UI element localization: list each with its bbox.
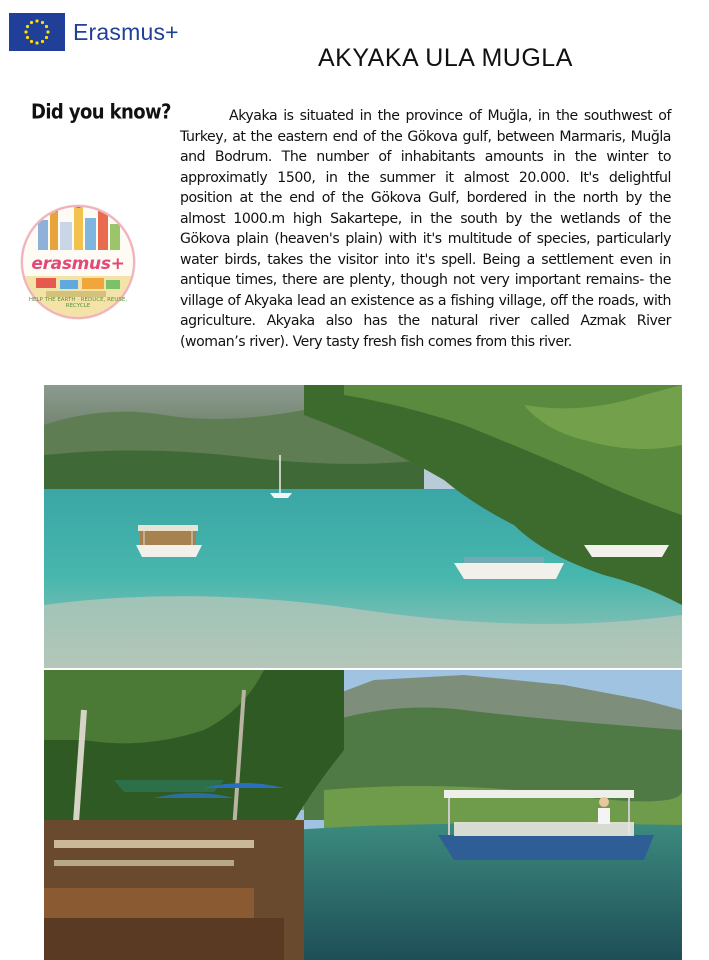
eu-flag-icon bbox=[9, 13, 65, 51]
gokova-bay-photo bbox=[44, 385, 682, 668]
badge-tagline: HELP THE EARTH · REDUCE, REUSE, RECYCLE bbox=[28, 297, 128, 309]
azmak-river-photo bbox=[44, 670, 682, 960]
badge-label: erasmus+ bbox=[31, 254, 125, 274]
logo-text: Erasmus+ bbox=[73, 18, 179, 45]
erasmus-plus-logo bbox=[9, 12, 179, 52]
erasmus-badge-logo bbox=[16, 192, 140, 332]
page-title: AKYAKA ULA MUGLA bbox=[318, 44, 573, 72]
did-you-know-heading: Did you know? bbox=[31, 100, 171, 125]
article-body: Akyaka is situated in the province of Muğla, in the southwest of Turkey, at the eastern end of the Gökova gulf, between Marmaris, Muğla and Bodrum. The number of inhabitants amounts in the winter to approximatly 1500, in the summer it almost 20.000. It's delightful position at the end of the Gökova Gulf, bordered in the north by the almost 1000.m high Sakartepe, in the south by the wetlands of the Gökova plain (heaven's plain) with it's multitude of species, particularly water birds, takes the visitor into it's spell. Being a settlement even in antique times, there are plenty, though not very important remains- the village of Akyaka lead an existence as a fishing village, off the roads, with agriculture. Akyaka also has the natural river called Azmak River (woman’s river). Very tasty fresh fish comes from this river. bbox=[180, 108, 671, 350]
